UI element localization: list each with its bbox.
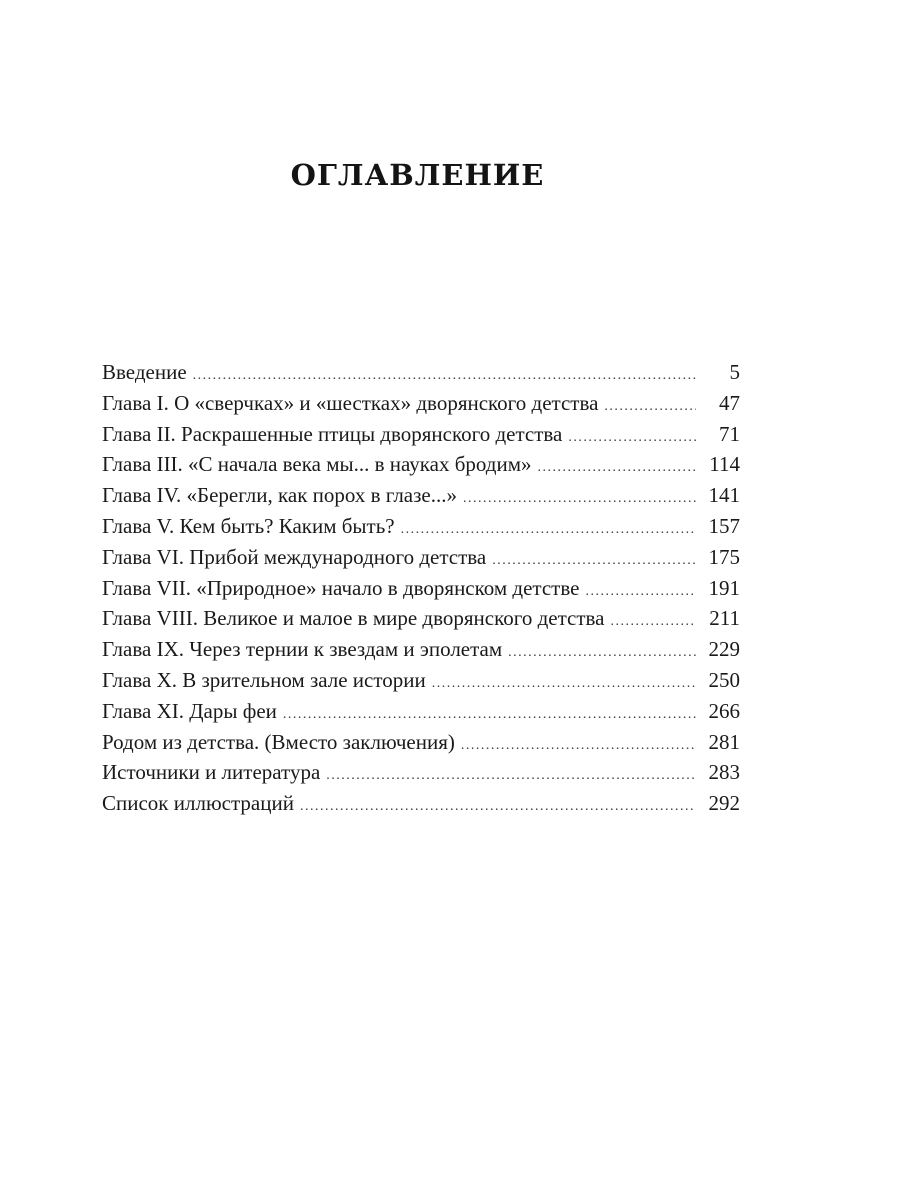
toc-entry-page: 157	[708, 513, 740, 538]
toc-entry-page: 292	[708, 791, 740, 816]
toc-entry-label: Введение	[102, 360, 187, 384]
toc-entry	[102, 760, 740, 791]
toc-entry-page: 283	[708, 760, 740, 785]
toc-entry-label: Глава V. Кем быть? Каким быть?	[102, 513, 395, 538]
toc-entry-label: Глава II. Раскрашенные птицы дворянского детства	[102, 421, 563, 446]
toc-leader-dots	[300, 799, 696, 815]
toc-leader-dots	[508, 645, 696, 661]
toc-leader-dots	[604, 399, 696, 415]
toc-leader-dots	[326, 768, 696, 784]
page-title: ОГЛАВЛЕНИЕ	[290, 158, 545, 192]
toc-entry	[102, 360, 740, 391]
toc-entry-label: Глава IX. Через тернии к звездам и эполетам	[102, 637, 503, 662]
table-of-contents	[102, 360, 740, 822]
toc-entry-page: 191	[708, 575, 740, 600]
toc-entry	[102, 452, 740, 483]
toc-entry-label: Родом из детства. (Вместо заключения)	[102, 729, 455, 754]
toc-leader-dots	[585, 584, 696, 600]
toc-entry	[102, 422, 740, 453]
toc-entry	[102, 391, 740, 422]
toc-entry-label: Глава XI. Дары феи	[102, 698, 277, 723]
toc-entry	[102, 637, 740, 668]
toc-entry-page: 114	[709, 452, 740, 477]
toc-entry-label: Глава I. О «сверчках» и «шестках» дворянского детства	[102, 390, 599, 415]
toc-entry-page: 211	[709, 606, 740, 631]
toc-entry-label: Глава IV. «Берегли, как порох в глазе...»	[102, 483, 457, 508]
toc-entry-page: 229	[708, 637, 740, 662]
toc-entry	[102, 730, 740, 761]
toc-entry	[102, 699, 740, 730]
toc-entry-label: Глава III. «С начала века мы... в науках бродим»	[102, 452, 532, 477]
toc-entry-page: 71	[719, 421, 740, 446]
toc-entry-page: 266	[708, 698, 740, 723]
toc-entry-label: Глава VIII. Великое и малое в мире дворянского детства	[102, 606, 605, 631]
toc-entry	[102, 545, 740, 576]
toc-entry	[102, 483, 740, 514]
toc-entry-page: 175	[708, 544, 740, 569]
toc-entry-label: Список иллюстраций	[102, 791, 294, 816]
toc-entry-label: Глава VII. «Природное» начало в дворянском детстве	[102, 575, 580, 600]
toc-entry	[102, 606, 740, 637]
toc-entry	[102, 514, 740, 545]
toc-entry	[102, 576, 740, 607]
toc-leader-dots	[193, 368, 696, 384]
toc-entry-page: 141	[708, 483, 740, 508]
toc-entry-page: 47	[719, 390, 740, 415]
toc-entry	[102, 791, 740, 822]
toc-leader-dots	[538, 460, 696, 476]
toc-entry-page: 5	[729, 360, 740, 384]
toc-leader-dots	[461, 738, 696, 754]
toc-leader-dots	[610, 614, 696, 630]
toc-leader-dots	[463, 491, 696, 507]
toc-entry	[102, 668, 740, 699]
toc-leader-dots	[492, 553, 696, 569]
toc-leader-dots	[568, 430, 696, 446]
toc-leader-dots	[432, 676, 696, 692]
toc-entry-page: 281	[708, 729, 740, 754]
toc-entry-page: 250	[708, 667, 740, 692]
toc-leader-dots	[401, 522, 696, 538]
toc-entry-label: Источники и литература	[102, 760, 321, 785]
toc-entry-label: Глава X. В зрительном зале истории	[102, 667, 426, 692]
toc-leader-dots	[283, 707, 696, 723]
toc-entry-label: Глава VI. Прибой международного детства	[102, 544, 487, 569]
